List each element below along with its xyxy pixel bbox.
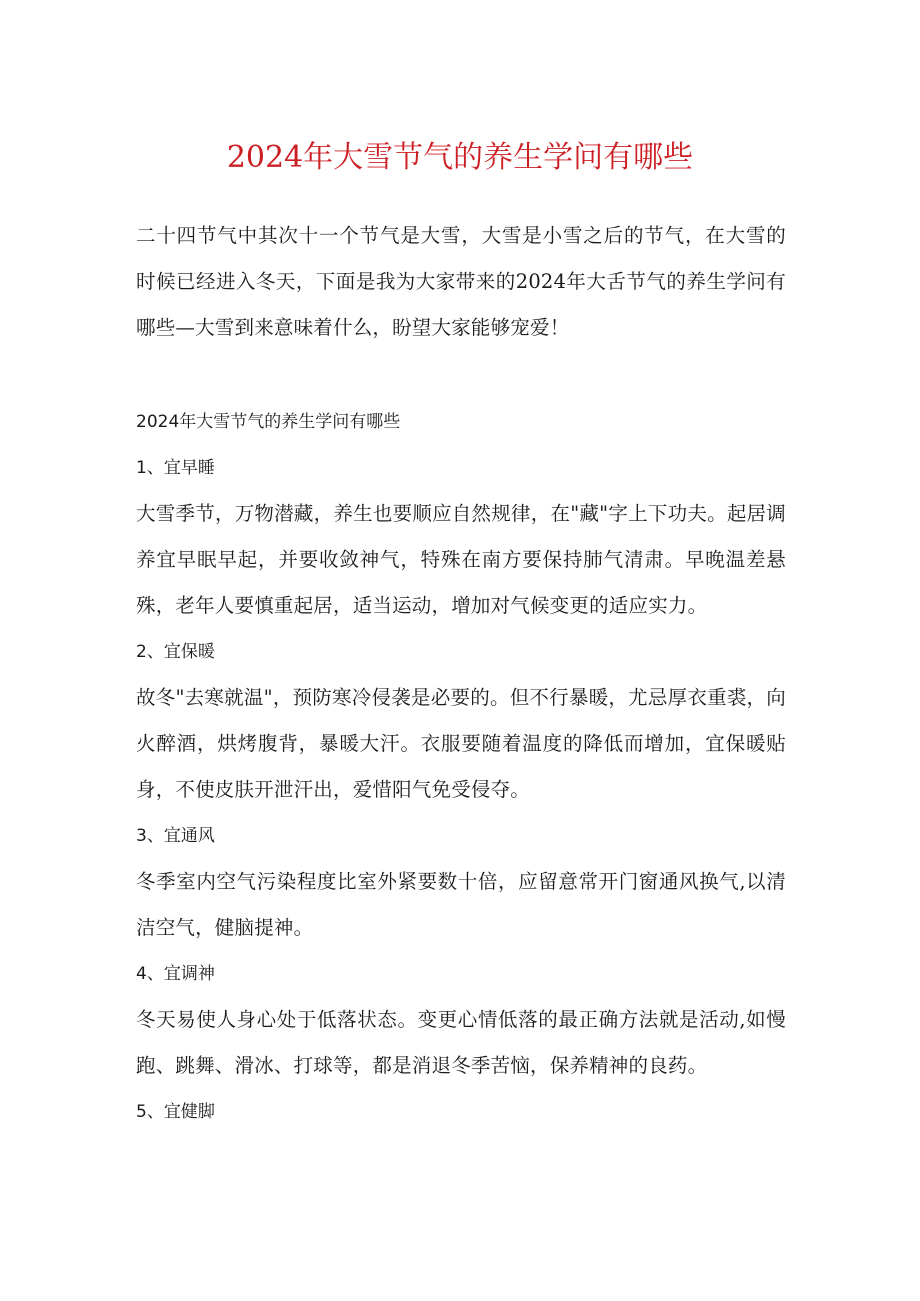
document-content: [136, 213, 786, 1135]
section-body: 故冬"去寒就温"，预防寒冷侵袭是必要的。但不行暴暖，尤忌厚衣重裘，向火醉酒，烘烤腹背，暴暖大汗。衣服要随着温度的降低而增加，宜保暖贴身，不使皮肤开泄汗出，爱惜阳气免受侵夺。: [136, 686, 786, 801]
section-body: 大雪季节，万物潜藏，养生也要顺应自然规律，在"藏"字上下功夫。起居调养宜早眠早起，并要收敛神气，特殊在南方要保持肺气清肃。早晚温差悬殊，老年人要慎重起居，适当运动，增加对气候变更的适应实力。: [136, 502, 786, 617]
intro-paragraph: 二十四节气中其次十一个节气是大雪，大雪是小雪之后的节气，在大雪的时候已经进入冬天，下面是我为大家带来的2024年大舌节气的养生学问有哪些—大雪到来意味着什么，盼望大家能够宠爱！: [136, 224, 786, 339]
section-heading: 2、宜保暖: [136, 642, 215, 662]
section-body: 冬天易使人身心处于低落状态。变更心情低落的最正确方法就是活动,如慢跑、跳舞、滑冰、打球等，都是消退冬季苦恼，保养精神的良药。: [136, 1008, 786, 1077]
section-subtitle: 2024年大雪节气的养生学问有哪些: [136, 412, 401, 432]
document-title: 2024年大雪节气的养生学问有哪些: [226, 140, 694, 175]
section-heading: 5、宜健脚: [136, 1102, 215, 1122]
section-heading: 3、宜通风: [136, 826, 215, 846]
section-heading: 4、宜调神: [136, 964, 215, 984]
section-heading: 1、宜早睡: [136, 458, 215, 478]
section-body: 冬季室内空气污染程度比室外紧要数十倍，应留意常开门窗通风换气,以清洁空气，健脑提神。: [136, 870, 786, 939]
